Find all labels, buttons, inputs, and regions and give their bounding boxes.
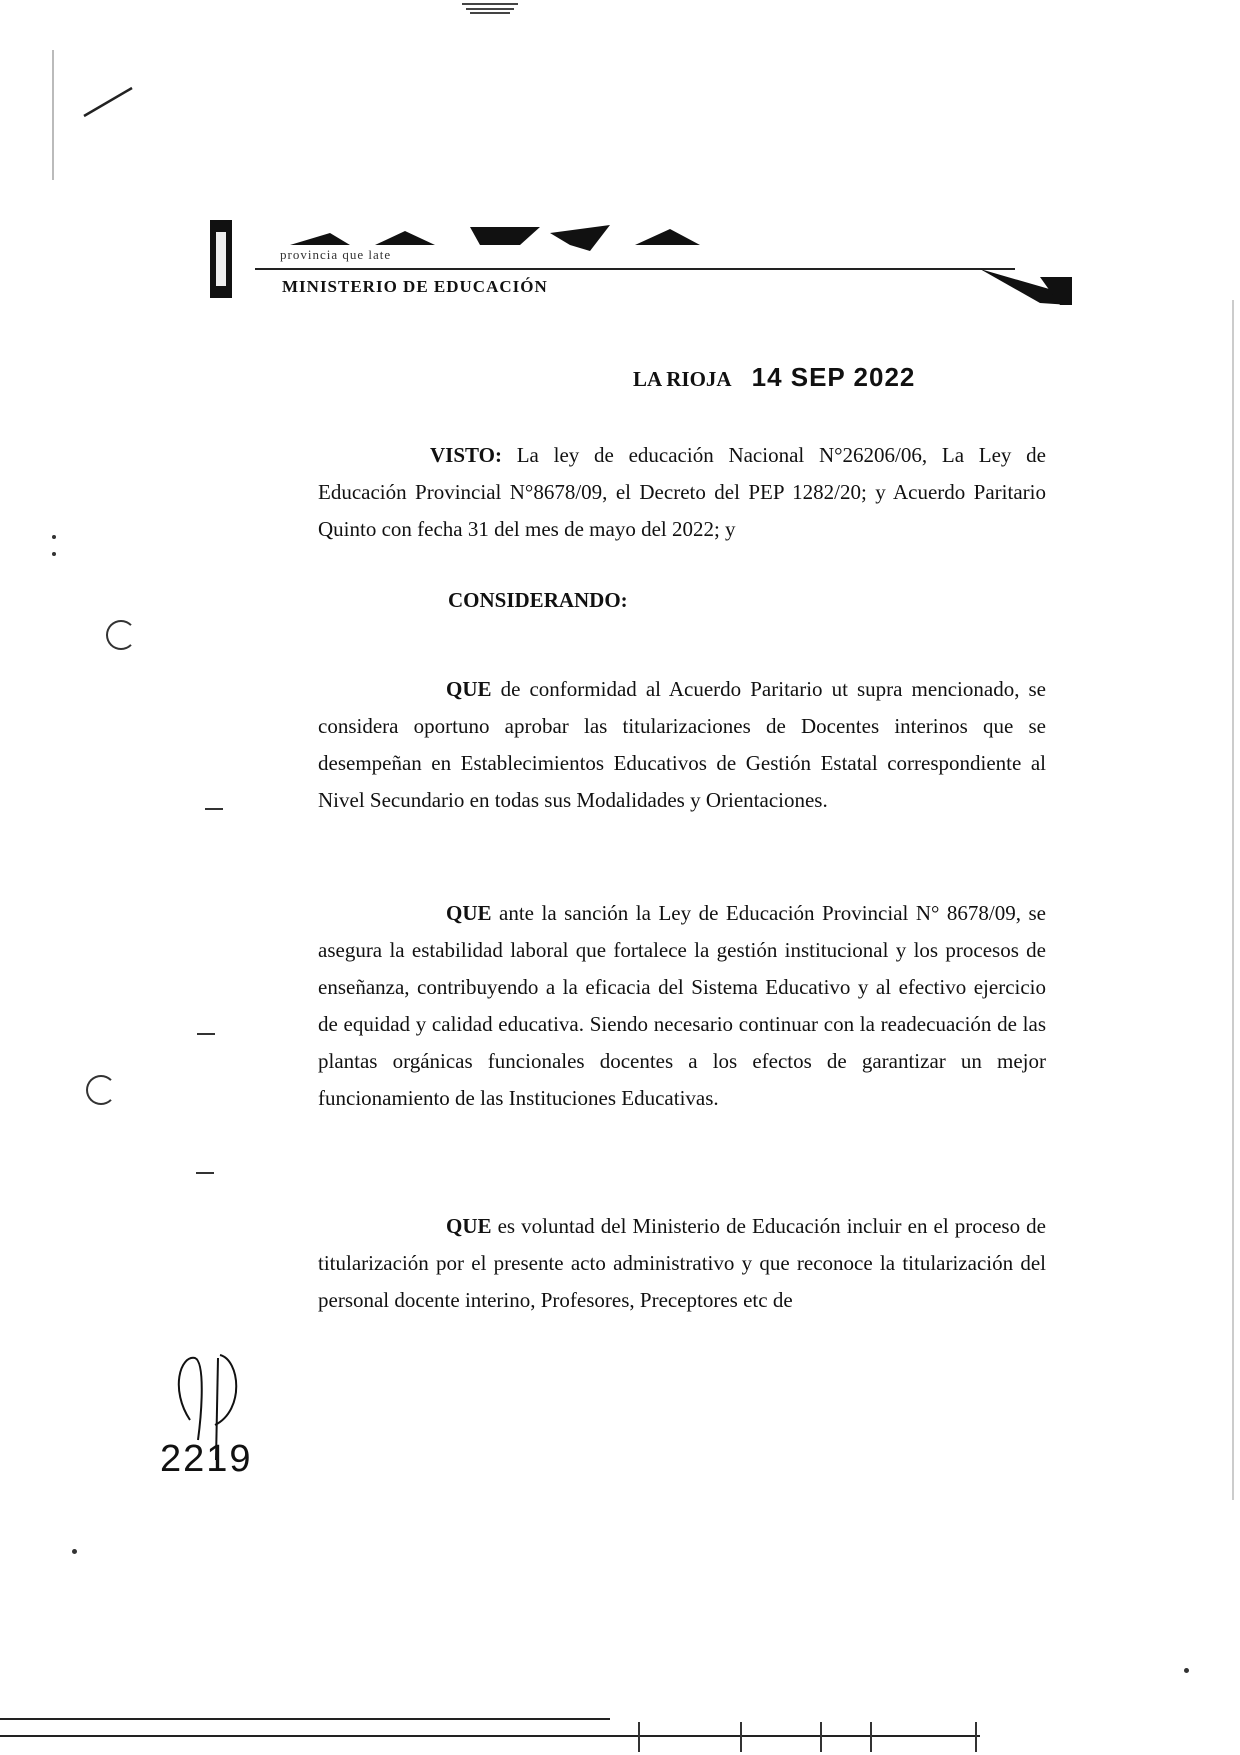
margin-dash-2 xyxy=(197,1033,215,1035)
footer-tick-2 xyxy=(740,1722,742,1752)
considerando-heading: CONSIDERANDO: xyxy=(448,588,628,612)
margin-dot-3 xyxy=(72,1549,77,1554)
footer-tick-1 xyxy=(638,1722,640,1752)
letterhead xyxy=(210,215,1080,305)
footer-tick-4 xyxy=(870,1722,872,1752)
ministry-name: MINISTERIO DE EDUCACIÓN xyxy=(282,277,548,296)
margin-dot-4 xyxy=(1184,1668,1189,1673)
margin-line-right xyxy=(1232,300,1234,1500)
footer-rule-2 xyxy=(0,1735,980,1737)
que-paragraph-3 xyxy=(318,1208,1046,1319)
date-stamp: 14 SEP 2022 xyxy=(751,362,916,392)
letterhead-rule xyxy=(255,268,1015,270)
punch-hole-lower xyxy=(86,1075,116,1105)
que-text-3: es voluntad del Ministerio de Educación incluir en el proceso de titularización por el presente acto administrativo y que reconoce la titularización del personal docente interino, Profesores, Preceptores etc de xyxy=(318,1214,1046,1312)
visto-text: La ley de educación Nacional N°26206/06, La Ley de Educación Provincial N°8678/09, el Decreto del PEP 1282/20; y Acuerdo Paritario Quinto con fecha 31 del mes de mayo del 2022; y xyxy=(318,443,1046,541)
pen-stroke-mark xyxy=(80,82,140,122)
que-label-3: QUE xyxy=(446,1214,492,1238)
footer-tick-3 xyxy=(820,1722,822,1752)
visto-paragraph xyxy=(318,437,1046,548)
footer-tick-5 xyxy=(975,1722,977,1752)
que-label-1: QUE xyxy=(446,677,492,701)
margin-dash-1 xyxy=(205,808,223,810)
que-text-1: de conformidad al Acuerdo Paritario ut supra mencionado, se considera oportuno aprobar las titularizaciones de Docentes interinos que se desempeñan en Establecimientos Educativos de Gestión Estatal correspondiente al Nivel Secundario en todas sus Modalidades y Orientaciones. xyxy=(318,677,1046,812)
que-paragraph-1 xyxy=(318,671,1046,819)
margin-dot-1 xyxy=(52,535,56,539)
footer-rule-1 xyxy=(0,1718,610,1720)
margin-dot-2 xyxy=(52,552,56,556)
date-line xyxy=(633,362,915,393)
que-label-2: QUE xyxy=(446,901,492,925)
flag-emblem xyxy=(980,265,1080,305)
scan-mark-top xyxy=(460,0,520,16)
letterhead-bar xyxy=(210,220,232,298)
place-name: LA RIOJA xyxy=(633,367,732,391)
document-number: 2219 xyxy=(160,1438,253,1480)
punch-hole-upper xyxy=(106,620,136,650)
margin-line-left xyxy=(52,50,54,180)
visto-label: VISTO: xyxy=(430,443,502,467)
margin-dash-3 xyxy=(196,1172,214,1174)
que-paragraph-2 xyxy=(318,895,1046,1117)
que-text-2: ante la sanción la Ley de Educación Provincial N° 8678/09, se asegura la estabilidad laboral que fortalece la gestión institucional y los procesos de enseñanza, contribuyendo a la eficacia del Sistema Educativo y al efectivo ejercicio de equidad y calidad educativa. Siendo necesario continuar con la readecuación de las plantas orgánicas funcionales docentes a los efectos de garantizar un mejor funcionamiento de las Instituciones Educativas. xyxy=(318,901,1046,1110)
letterhead-tagline: provincia que late xyxy=(280,247,392,262)
